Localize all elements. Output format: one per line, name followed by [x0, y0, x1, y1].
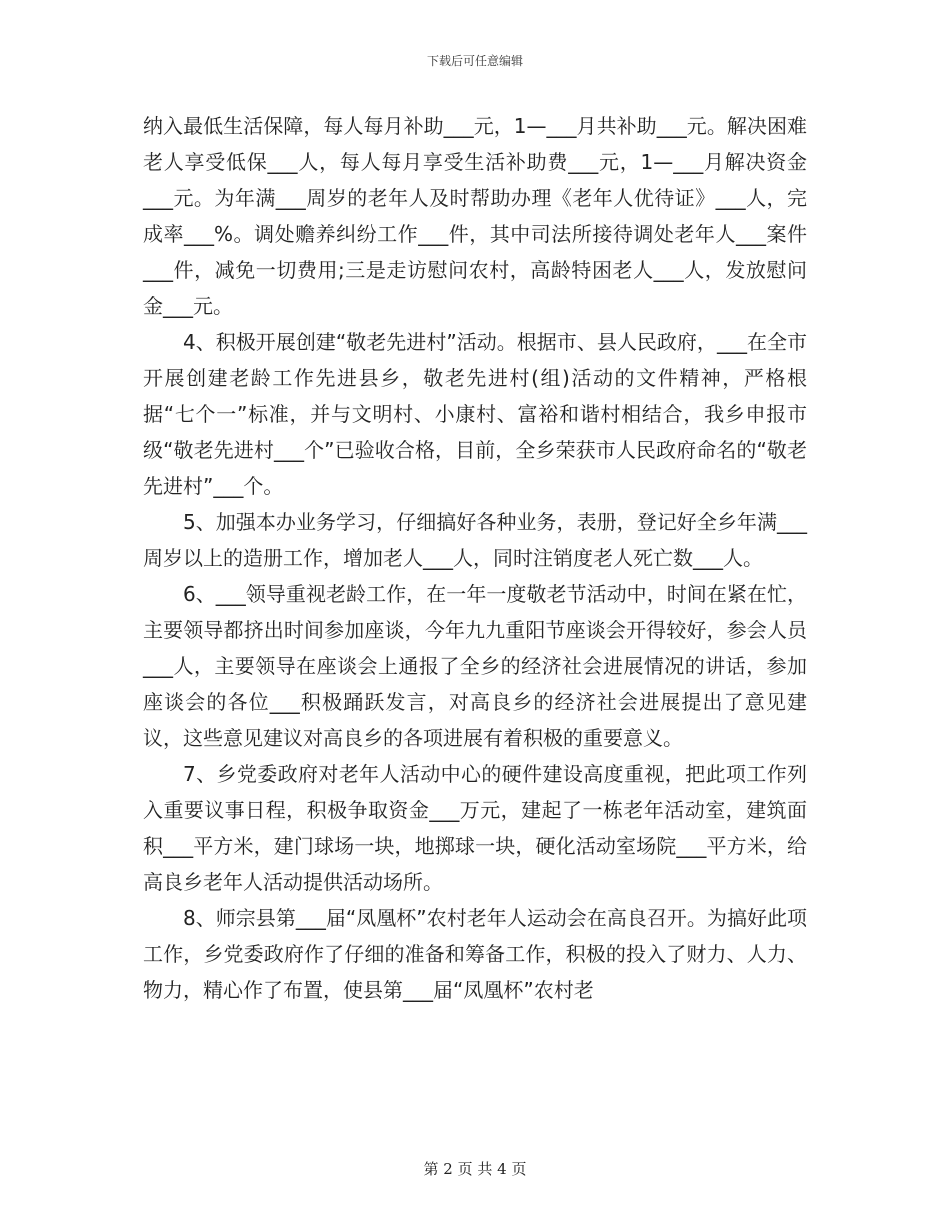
page-header: 下载后可任意编辑: [426, 54, 523, 68]
paragraph-6: 8、师宗县第___届“凤凰杯”农村老年人运动会在高良召开。为搞好此项工作，乡党委政府作了仔细的准备和筹备工作，积极的投入了财力、人力、物力，精心作了布置，使县第___届“凤凰杯”农村老: [143, 906, 807, 1002]
paragraph-1: 纳入最低生活保障，每人每月补助___元，1—___月共补助___元。解决困难老人享受低保___人，每人每月享受生活补助费___元，1—___月解决资金___元。为年满___周岁的老年人及时帮助办理《老年人优待证》___人，完成率___%。调处赡养纠纷工作___件，其中司法所接待调处老年人___案件___件，减免一切费用;三是走访慰问农村，高龄特困老人___人，发放慰问金___元。: [143, 114, 807, 318]
document-body: [143, 108, 807, 1008]
page-footer: 第 2 页 共 4 页: [423, 1160, 527, 1178]
paragraph-5: 7、乡党委政府对老年人活动中心的硬件建设高度重视，把此项工作列入重要议事日程，积极争取资金___万元，建起了一栋老年活动室，建筑面积___平方米，建门球场一块，地掷球一块，硬化活动室场院___平方米，给高良乡老年人活动提供活动场所。: [143, 762, 807, 894]
paragraph-2: 4、积极开展创建“敬老先进村”活动。根据市、县人民政府，___在全市开展创建老龄工作先进县乡，敬老先进村(组)活动的文件精神，严格根据“七个一”标准，并与文明村、小康村、富裕和谐村相结合，我乡申报市级“敬老先进村___个”已验收合格，目前，全乡荣获市人民政府命名的“敬老先进村”___个。: [143, 330, 807, 498]
paragraph-3: 5、加强本办业务学习，仔细搞好各种业务，表册，登记好全乡年满___周岁以上的造册工作，增加老人___人，同时注销度老人死亡数___人。: [143, 510, 807, 570]
paragraph-4: 6、___领导重视老龄工作，在一年一度敬老节活动中，时间在紧在忙，主要领导都挤出时间参加座谈，今年九九重阳节座谈会开得较好，参会人员___人，主要领导在座谈会上通报了全乡的经济社会进展情况的讲话，参加座谈会的各位___积极踊跃发言，对高良乡的经济社会进展提出了意见建议，这些意见建议对高良乡的各项进展有着积极的重要意义。: [143, 582, 807, 750]
